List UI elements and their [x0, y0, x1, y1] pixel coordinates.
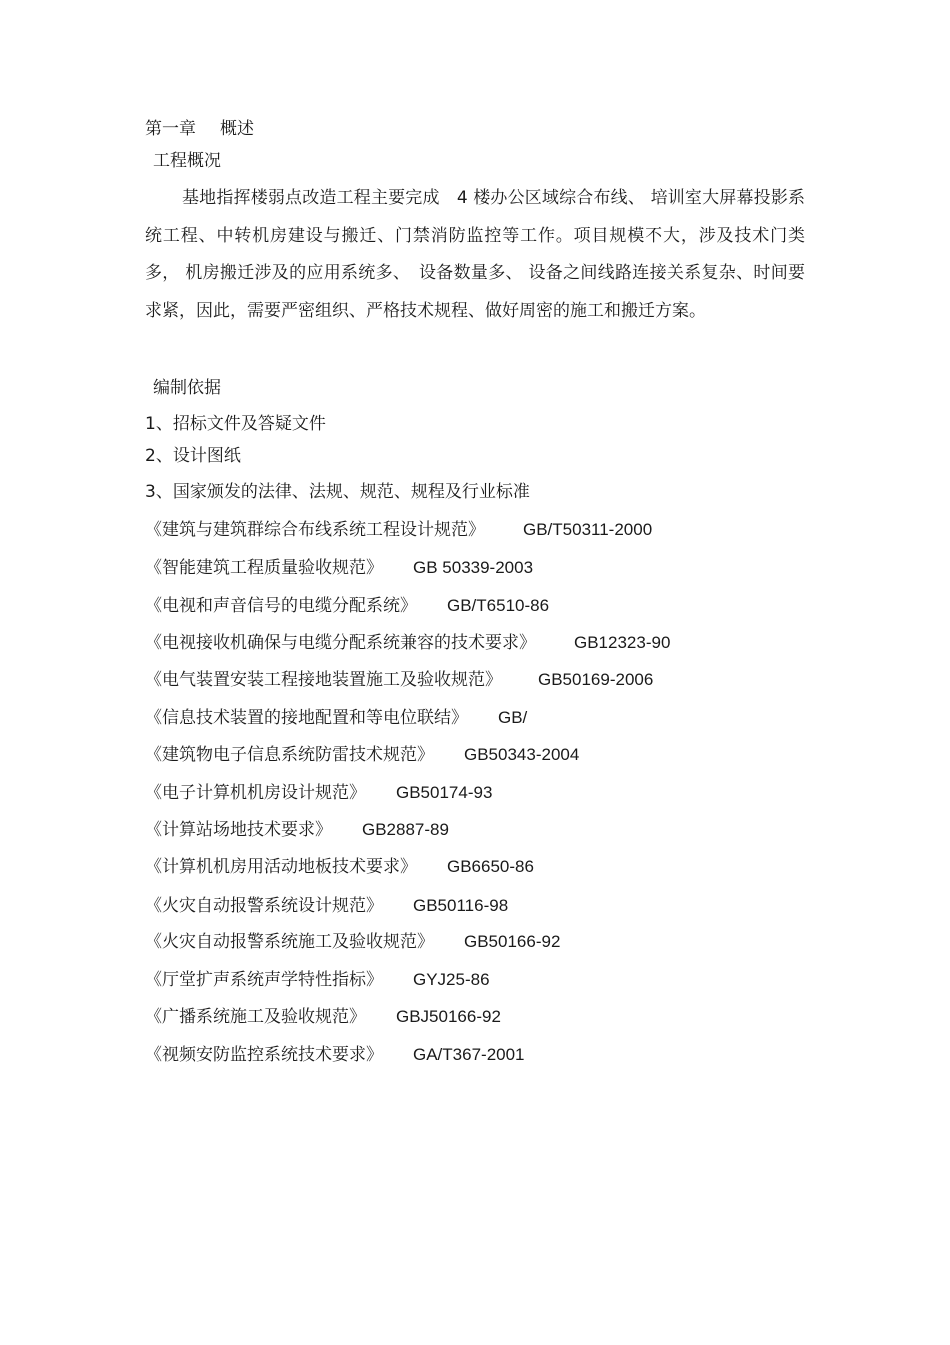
standard-code: GB/T50311-2000: [523, 520, 653, 539]
standard-code: GB12323-90: [574, 633, 671, 652]
standard-name: 《厅堂扩声系统声学特性指标》: [145, 970, 383, 990]
section-heading-overview: 工程概况: [153, 151, 221, 171]
standard-row: [145, 595, 549, 617]
standard-name: 《计算站场地技术要求》: [145, 820, 332, 840]
standard-row: [145, 856, 534, 878]
standard-row: [145, 895, 508, 917]
chapter-title: 概述: [220, 119, 254, 139]
standard-name: 《电子计算机机房设计规范》: [145, 783, 366, 803]
section-heading-basis: 编制依据: [153, 378, 221, 398]
chapter-number: 第一章: [145, 119, 196, 139]
standard-name: 《计算机机房用活动地板技术要求》: [145, 857, 417, 877]
standard-code: GBJ50166-92: [396, 1007, 501, 1026]
standard-name: 《建筑与建筑群综合布线系统工程设计规范》: [145, 520, 485, 540]
standard-row: [145, 632, 670, 654]
standard-row: [145, 707, 527, 729]
standard-code: GB/T6510-86: [447, 596, 550, 615]
chapter-heading: [145, 118, 254, 140]
standard-name: 《电视接收机确保与电缆分配系统兼容的技术要求》: [145, 633, 536, 653]
standard-row: [145, 519, 652, 541]
standard-name: 《智能建筑工程质量验收规范》: [145, 558, 383, 578]
basis-item: 2、设计图纸: [145, 446, 241, 466]
standard-row: [145, 669, 653, 691]
standard-row: [145, 819, 449, 841]
standard-code: GB2887-89: [362, 820, 449, 839]
standard-code: GB50343-2004: [464, 745, 580, 764]
standard-code: GB50166-92: [464, 932, 561, 951]
standard-name: 《信息技术装置的接地配置和等电位联结》: [145, 708, 468, 728]
standard-row: [145, 782, 492, 804]
standard-name: 《电视和声音信号的电缆分配系统》: [145, 596, 417, 616]
standard-row: [145, 1006, 501, 1028]
standard-name: 《建筑物电子信息系统防雷技术规范》: [145, 745, 434, 765]
standard-code: GA/T367-2001: [413, 1045, 525, 1064]
basis-item: 1、招标文件及答疑文件: [145, 414, 326, 434]
standard-row: [145, 744, 579, 766]
standard-row: [145, 1044, 525, 1066]
standard-row: [145, 969, 490, 991]
standard-code: GB50169-2006: [538, 670, 654, 689]
overview-paragraph: 基地指挥楼弱点改造工程主要完成 4 楼办公区域综合布线、 培训室大屏幕投影系统工程、中转机房建设与搬迁、门禁消防监控等工作。项目规模不大，涉及技术门类多， 机房搬迁涉及的应用系统多、 设备数量多、 设备之间线路连接关系复杂、时间要求紧，因此，需要严密组织、严格技术规程、做好周密的施工和搬迁方案。: [145, 188, 805, 321]
standard-row: [145, 557, 533, 579]
standard-name: 《火灾自动报警系统设计规范》: [145, 896, 383, 916]
standard-code: GB50116-98: [413, 896, 509, 915]
standard-code: GB6650-86: [447, 857, 534, 876]
standard-name: 《电气装置安装工程接地装置施工及验收规范》: [145, 670, 502, 690]
standard-code: GB50174-93: [396, 783, 493, 802]
standard-code: GB 50339-2003: [413, 558, 534, 577]
standard-name: 《广播系统施工及验收规范》: [145, 1007, 366, 1027]
standard-code: GB/: [498, 708, 528, 727]
basis-item: 3、国家颁发的法律、法规、规范、规程及行业标准: [145, 482, 530, 502]
standard-code: GYJ25-86: [413, 970, 490, 989]
standard-name: 《火灾自动报警系统施工及验收规范》: [145, 932, 434, 952]
standard-name: 《视频安防监控系统技术要求》: [145, 1045, 383, 1065]
standard-row: [145, 931, 560, 953]
